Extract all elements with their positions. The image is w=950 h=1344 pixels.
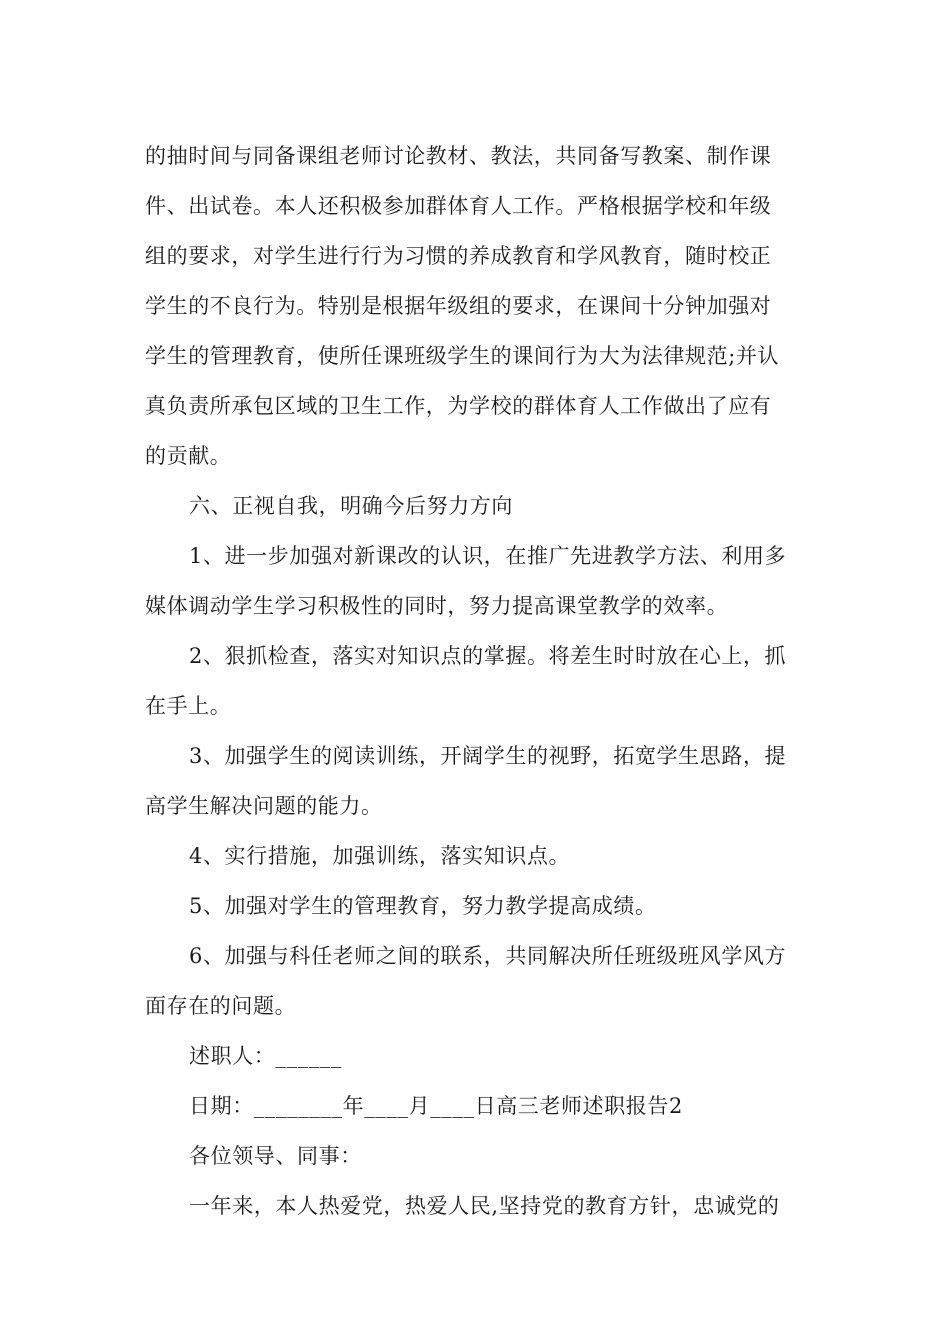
list-item-line: 4、实行措施，加强训练，落实知识点。 (189, 844, 571, 868)
document-body (145, 131, 815, 1231)
salutation: 各位领导、同事： (189, 1144, 362, 1168)
list-item-line: 3、加强学生的阅读训练，开阔学生的视野，拓宽学生思路，提 (189, 744, 787, 768)
paragraph-line: 的抽时间与同备课组老师讨论教材、教法，共同备写教案、制作课 (145, 144, 772, 168)
paragraph-line: 真负责所承包区域的卫生工作，为学校的群体育人工作做出了应有 (145, 394, 772, 418)
list-item-line: 1、进一步加强对新课改的认识，在推广先进教学方法、利用多 (189, 544, 787, 568)
list-item-line: 高学生解决问题的能力。 (145, 794, 383, 818)
paragraph-line: 的贡献。 (145, 444, 232, 468)
list-item-line: 2、狠抓检查，落实对知识点的掌握。将差生时时放在心上，抓 (189, 644, 787, 668)
paragraph-line: 组的要求，对学生进行行为习惯的养成教育和学风教育，随时校正 (145, 244, 772, 268)
date-field: 日期：________年____月____日高三老师述职报告2 (189, 1094, 683, 1118)
reporter-field: 述职人：______ (189, 1044, 342, 1068)
list-item-line: 在手上。 (145, 694, 232, 718)
section-heading: 六、正视自我，明确今后努力方向 (189, 494, 513, 518)
list-item-line: 媒体调动学生学习积极性的同时，努力提高课堂教学的效率。 (145, 594, 729, 618)
paragraph-line: 学生的不良行为。特别是根据年级组的要求，在课间十分钟加强对 (145, 294, 772, 318)
paragraph-line: 学生的管理教育，使所任课班级学生的课间行为大为法律规范;并认 (145, 344, 780, 368)
paragraph-line: 一年来，本人热爱党，热爱人民,坚持党的教育方针，忠诚党的 (189, 1194, 780, 1218)
list-item-line: 5、加强对学生的管理教育，努力教学提高成绩。 (189, 894, 657, 918)
paragraph-line: 件、出试卷。本人还积极参加群体育人工作。严格根据学校和年级 (145, 194, 772, 218)
list-item-line: 面存在的问题。 (145, 994, 297, 1018)
list-item-line: 6、加强与科任老师之间的联系，共同解决所任班级班风学风方 (189, 944, 787, 968)
